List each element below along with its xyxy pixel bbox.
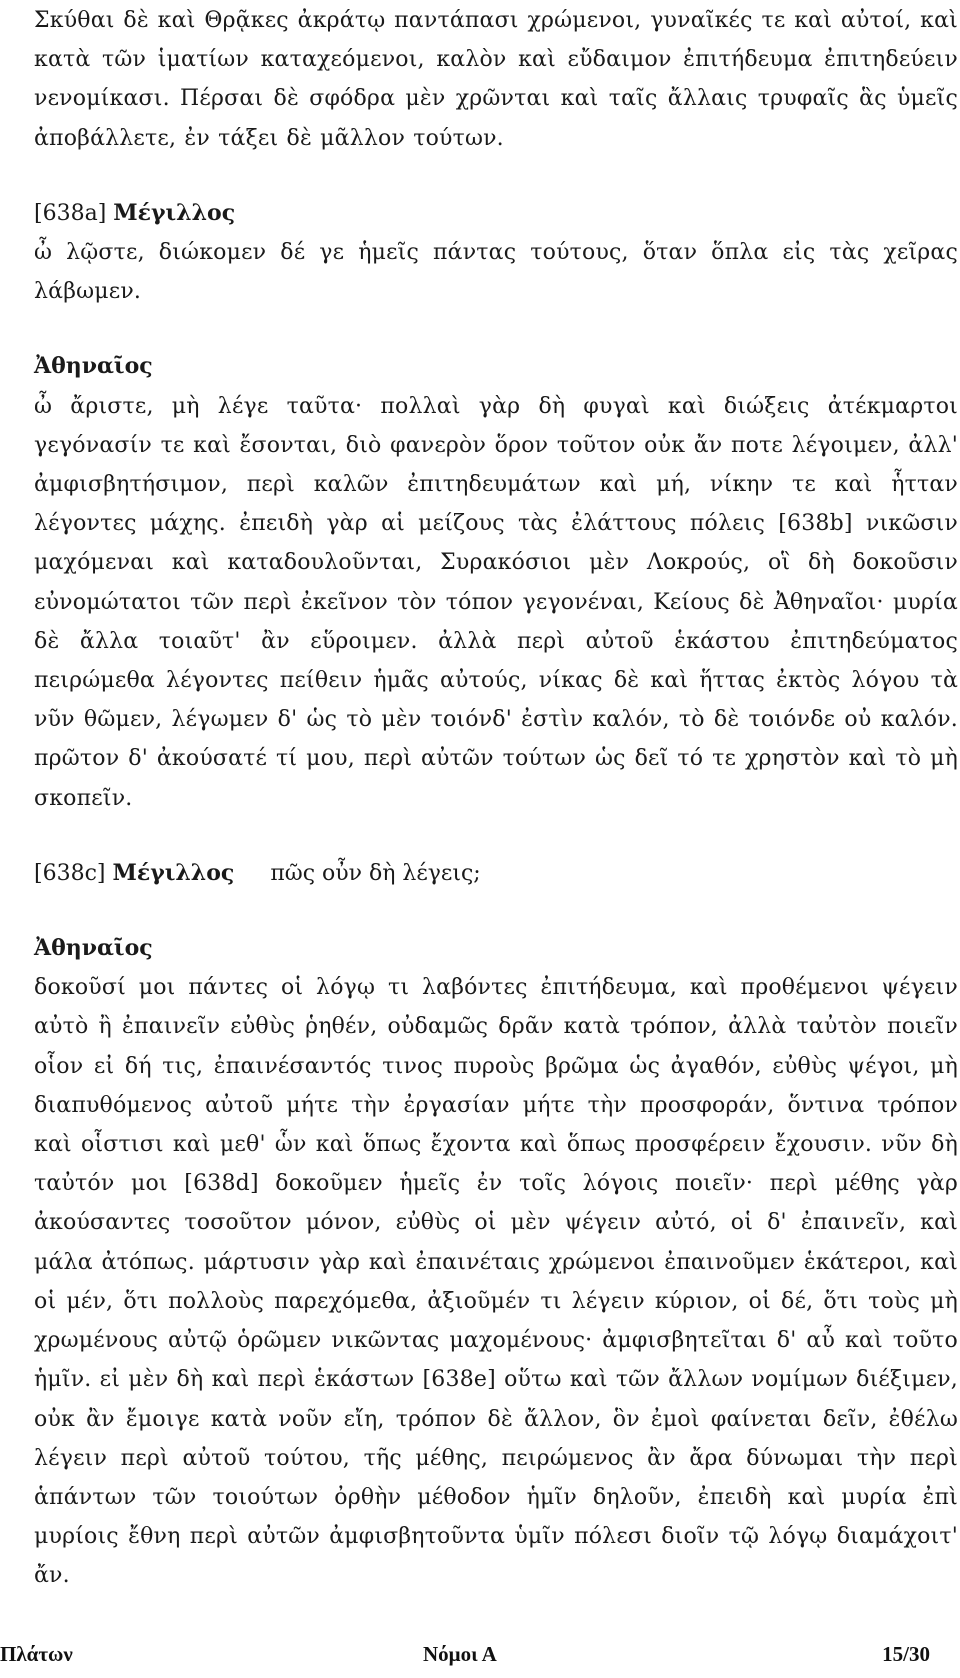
- speaker-name: Μέγιλλος: [113, 199, 236, 226]
- speaker-name: Μέγιλλος: [112, 859, 235, 886]
- speaker-name: Ἀθηναῖος: [34, 353, 153, 380]
- spacer: [34, 818, 958, 854]
- spacer: [34, 893, 958, 929]
- speaker-heading-athenian-1: [34, 347, 958, 386]
- speech-athenian-1: ὦ ἄριστε, μὴ λέγε ταῦτα· πολλαὶ γὰρ δὴ φυγαὶ καὶ διώξεις ἀτέκμαρτοι γεγόνασίν τε καὶ ἔσονται, διὸ φανερὸν ὅρον τοῦτον οὐκ ἄν ποτε λέγοιμεν, ἀλλ' ἀμφισβητήσιμον, περὶ καλῶν ἐπιτηδευμάτων καὶ μή, νίκην τε καὶ ἧτταν λέγοντες μάχης. ἐπειδὴ γὰρ αἱ μείζους τὰς ἐλάττους πόλεις [638b] νικῶσιν μαχόμεναι καὶ καταδουλοῦνται, Συρακόσιοι μὲν Λοκρούς, οἳ δὴ δοκοῦσιν εὐνομώτατοι τῶν περὶ ἐκεῖνον τὸν τόπον γεγονέναι, Κείους δὲ Ἀθηναῖοι· μυρία δὲ ἄλλα τοιαῦτ' ἂν εὕροιμεν. ἀλλὰ περὶ αὐτοῦ ἑκάστου ἐπιτηδεύματος πειρώμεθα λέγοντες πείθειν ἡμᾶς αὐτούς, νίκας δὲ καὶ ἥττας ἐκτὸς λόγου τὰ νῦν θῶμεν, λέγωμεν δ' ὡς τὸ μὲν τοιόνδ' ἐστὶν καλόν, τὸ δὲ τοιόνδε οὐ καλόν. πρῶτον δ' ἀκούσατέ τί μου, περὶ αὐτῶν τούτων ὡς δεῖ τό τε χρηστὸν καὶ τὸ μὴ σκοπεῖν.: [34, 393, 958, 811]
- section-ref: [638a]: [34, 200, 114, 226]
- speech-megillos-1: ὦ λῷστε, διώκομεν δέ γε ἡμεῖς πάντας τούτους, ὅταν ὅπλα εἰς τὰς χεῖρας λάβωμεν.: [34, 240, 958, 305]
- speaker-name: Ἀθηναῖος: [34, 935, 153, 962]
- intro-paragraph: Σκύθαι δὲ καὶ Θρᾷκες ἀκράτῳ παντάπασι χρώμενοι, γυναῖκές τε καὶ αὐτοί, καὶ κατὰ τῶν ἱματίων καταχεόμενοι, καλὸν καὶ εὔδαιμον ἐπιτήδευμα ἐπιτηδεύειν νενομίκασι. Πέρσαι δὲ σφόδρα μὲν χρῶνται καὶ ταῖς ἄλλαις τρυφαῖς ἃς ὑμεῖς ἀποβάλλετε, ἐν τάξει δὲ μᾶλλον τούτων.: [34, 8, 958, 151]
- speaker-heading-megillos-1: [34, 194, 958, 233]
- section-ref: [638c]: [34, 860, 113, 886]
- footer-page-number: 15/30: [882, 1642, 930, 1666]
- spacer: [34, 158, 958, 194]
- footer-work-title: Νόμοι Α: [423, 1642, 497, 1666]
- document-page: [34, 0, 958, 1596]
- spacer: [34, 311, 958, 347]
- speaker-heading-athenian-2: [34, 929, 958, 968]
- speech-athenian-2: δοκοῦσί μοι πάντες οἱ λόγῳ τι λαβόντες ἐπιτήδευμα, καὶ προθέμενοι ψέγειν αὐτὸ ἢ ἐπαινεῖν εὐθὺς ῥηθέν, οὐδαμῶς δρᾶν κατὰ τρόπον, ἀλλὰ ταὐτὸν ποιεῖν οἷον εἰ δή τις, ἐπαινέσαντός τινος πυροὺς βρῶμα ὡς ἀγαθόν, εὐθὺς ψέγοι, μὴ διαπυθόμενος αὐτοῦ μήτε τὴν ἐργασίαν μήτε τὴν προσφοράν, ὅντινα τρόπον καὶ οἷστισι καὶ μεθ' ὧν καὶ ὅπως ἔχοντα καὶ ὅπως προσφέρειν ἔχουσιν. νῦν δὴ ταὐτόν μοι [638d] δοκοῦμεν ἡμεῖς ἐν τοῖς λόγοις ποιεῖν· περὶ μέθης γὰρ ἀκούσαντες τοσοῦτον μόνον, εὐθὺς οἱ μὲν ψέγειν αὐτό, οἱ δ' ἐπαινεῖν, καὶ μάλα ἀτόπως. μάρτυσιν γὰρ καὶ ἐπαινέταις χρώμενοι ἐπαινοῦμεν ἑκάτεροι, καὶ οἱ μέν, ὅτι πολλοὺς παρεχόμεθα, ἀξιοῦμέν τι λέγειν κύριον, οἱ δέ, ὅτι τοὺς μὴ χρωμένους αὐτῷ ὁρῶμεν νικῶντας μαχομένους· ἀμφισβητεῖται δ' αὖ καὶ τοῦτο ἡμῖν. εἰ μὲν δὴ καὶ περὶ ἑκάστων [638e] οὕτω καὶ τῶν ἄλλων νομίμων διέξιμεν, οὐκ ἂν ἔμοιγε κατὰ νοῦν εἴη, τρόπον δὲ ἄλλον, ὃν ἐμοὶ φαίνεται δεῖν, ἐθέλω λέγειν περὶ αὐτοῦ τούτου, τῆς μέθης, πειρώμενος ἂν ἄρα δύνωμαι τὴν περὶ ἁπάντων τῶν τοιούτων ὀρθὴν μέθοδον ἡμῖν δηλοῦν, ἐπειδὴ καὶ μυρία ἐπὶ μυρίοις ἔθνη περὶ αὐτῶν ἀμφισβητοῦντα ὑμῖν πόλεσι διοῖν τῷ λόγῳ διαμάχοιτ' ἄν.: [34, 975, 958, 1589]
- speech-megillos-2: πῶς οὖν δὴ λέγεις;: [270, 860, 481, 886]
- speaker-heading-megillos-2: [34, 854, 958, 893]
- footer-author: Πλάτων: [0, 1642, 73, 1666]
- page-footer: [0, 1642, 960, 1672]
